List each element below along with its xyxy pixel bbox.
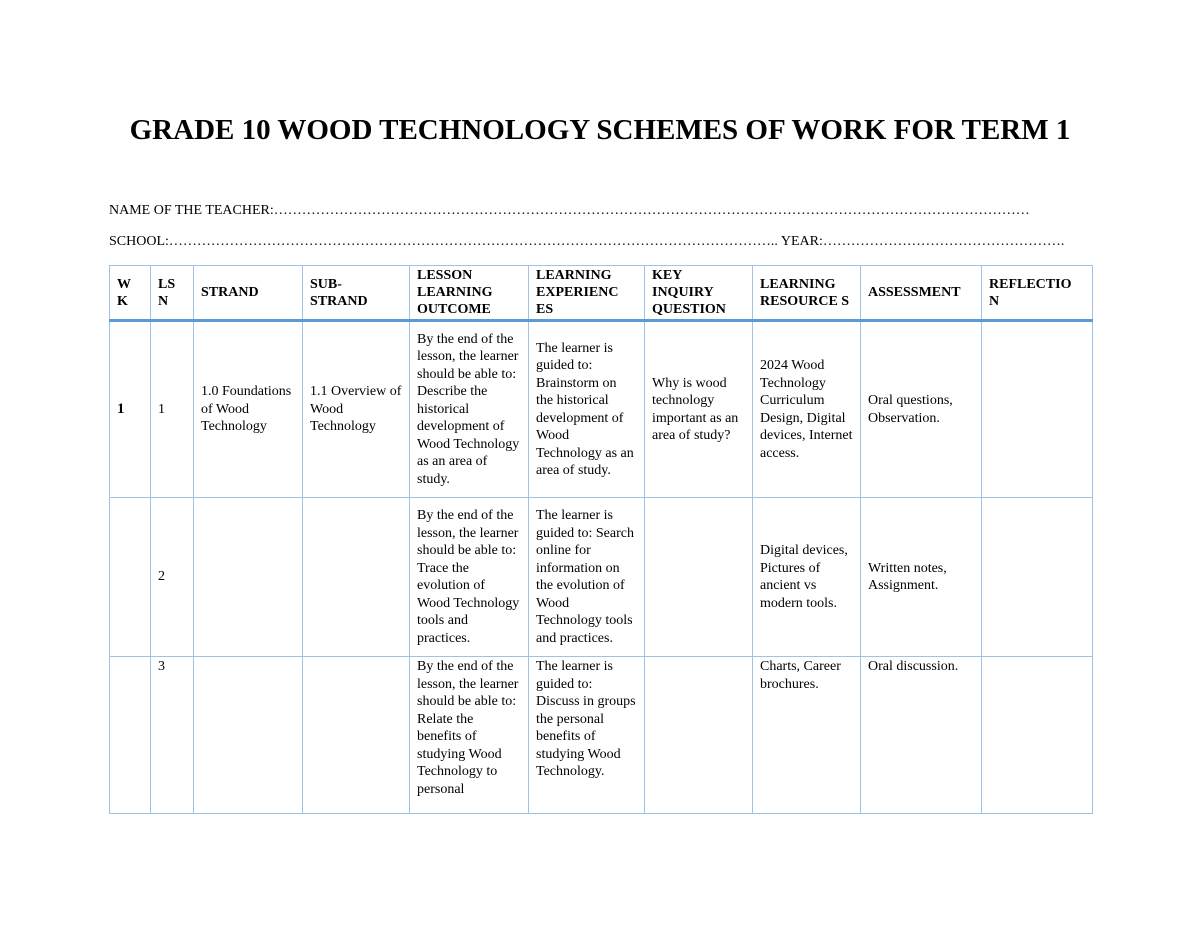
header-learning-outcome: LESSON LEARNING OUTCOME [410, 266, 529, 321]
cell-learning-outcome: By the end of the lesson, the learner should be able to: Describe the historical development of Wood Technology as an area of study. [410, 321, 529, 498]
header-key-inquiry-question: KEY INQUIRY QUESTION [645, 266, 753, 321]
cell-learning-outcome: By the end of the lesson, the learner should be able to: Trace the evolution of Wood Technology tools and practices. [410, 498, 529, 657]
cell-key-inquiry-question [645, 657, 753, 814]
cell-wk [110, 498, 151, 657]
page-title: GRADE 10 WOOD TECHNOLOGY SCHEMES OF WORK FOR TERM 1 [129, 114, 1071, 146]
cell-sub-strand: 1.1 Overview of Wood Technology [303, 321, 410, 498]
cell-learning-resources: 2024 Wood Technology Curriculum Design, Digital devices, Internet access. [753, 321, 861, 498]
cell-learning-resources: Digital devices, Pictures of ancient vs modern tools. [753, 498, 861, 657]
header-assessment: ASSESSMENT [861, 266, 982, 321]
header-sub-strand: SUB- STRAND [303, 266, 410, 321]
table-row [110, 657, 1093, 814]
table-header-row [110, 266, 1093, 321]
cell-assessment: Oral questions, Observation. [861, 321, 982, 498]
cell-lsn: 1 [151, 321, 194, 498]
cell-assessment: Oral discussion. [861, 657, 982, 814]
header-learning-resources: LEARNING RESOURCE S [753, 266, 861, 321]
header-lsn: LS N [151, 266, 194, 321]
table-row [110, 321, 1093, 498]
cell-reflection [982, 657, 1093, 814]
cell-lsn: 3 [151, 657, 194, 814]
teacher-name-line: NAME OF THE TEACHER:……………………………………………………………………………………………………………………………………………… [109, 203, 1030, 218]
cell-wk [110, 657, 151, 814]
schemes-of-work-table [109, 265, 1093, 814]
cell-lsn: 2 [151, 498, 194, 657]
cell-assessment: Written notes, Assignment. [861, 498, 982, 657]
header-learning-experiences: LEARNING EXPERIENC ES [529, 266, 645, 321]
school-year-line: SCHOOL:………………………………………………………………………………………………………………….. YEAR:……………………………………………. [109, 234, 1065, 249]
cell-strand: 1.0 Foundations of Wood Technology [194, 321, 303, 498]
cell-key-inquiry-question: Why is wood technology important as an area of study? [645, 321, 753, 498]
table-row [110, 498, 1093, 657]
cell-sub-strand [303, 657, 410, 814]
cell-learning-experiences: The learner is guided to: Brainstorm on the historical development of Wood Technology as an area of study. [529, 321, 645, 498]
header-wk: W K [110, 266, 151, 321]
cell-learning-outcome: By the end of the lesson, the learner should be able to: Relate the benefits of studying Wood Technology to personal [410, 657, 529, 814]
cell-key-inquiry-question [645, 498, 753, 657]
cell-learning-experiences: The learner is guided to: Search online for information on the evolution of Wood Technology tools and practices. [529, 498, 645, 657]
cell-learning-experiences: The learner is guided to: Discuss in groups the personal benefits of studying Wood Technology. [529, 657, 645, 814]
cell-reflection [982, 321, 1093, 498]
cell-strand [194, 498, 303, 657]
cell-wk: 1 [110, 321, 151, 498]
cell-learning-resources: Charts, Career brochures. [753, 657, 861, 814]
cell-sub-strand [303, 498, 410, 657]
header-strand: STRAND [194, 266, 303, 321]
cell-strand [194, 657, 303, 814]
cell-reflection [982, 498, 1093, 657]
header-reflection: REFLECTIO N [982, 266, 1093, 321]
